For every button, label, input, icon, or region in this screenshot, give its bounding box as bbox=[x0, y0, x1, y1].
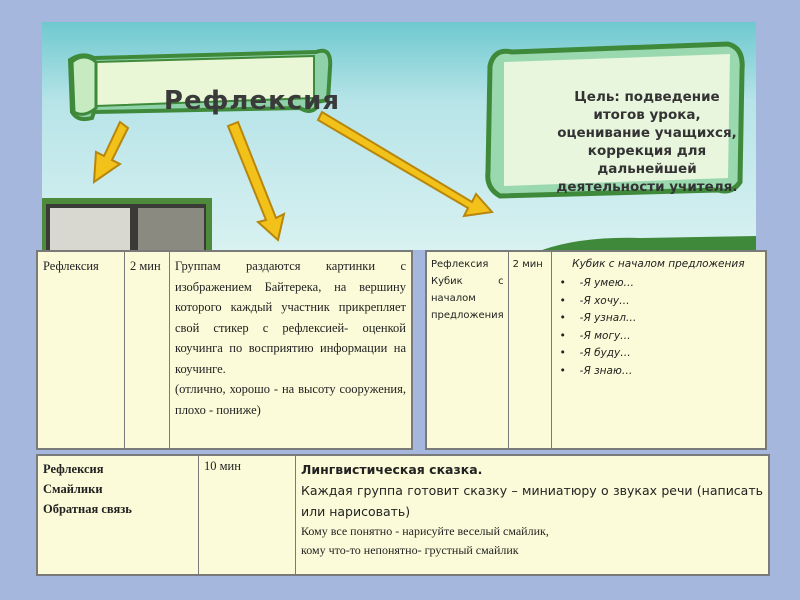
description-note: (отлично, хорошо - на высоту сооружения, плохо - пониже) bbox=[175, 382, 406, 417]
table-row bbox=[426, 251, 766, 449]
description-cell bbox=[170, 251, 413, 449]
list-item: • -Я узнал… bbox=[556, 310, 761, 328]
list-item: • -Я знаю… bbox=[556, 363, 761, 381]
activity-name-line: Смайлики bbox=[43, 482, 103, 496]
list-item: • -Я могу… bbox=[556, 328, 761, 346]
time-cell: 2 мин bbox=[508, 251, 551, 449]
smiley-instruction-2: кому что-то непонятно- грустный смайлик bbox=[301, 543, 519, 557]
description-cell bbox=[296, 455, 770, 575]
smiley-instruction-1: Кому все понятно - нарисуйте веселый смайлик, bbox=[301, 524, 549, 538]
time-cell: 10 мин bbox=[199, 455, 296, 575]
thumbnail-image bbox=[42, 198, 212, 250]
reflection-table-2 bbox=[425, 250, 767, 450]
fairy-tale-heading: Лингвистическая сказка. bbox=[301, 462, 483, 477]
activity-name-cell bbox=[37, 455, 199, 575]
activity-name-line: Обратная связь bbox=[43, 502, 132, 516]
banner-title: Рефлексия bbox=[163, 86, 341, 116]
list-item: • -Я умею… bbox=[556, 275, 761, 293]
green-shape bbox=[542, 236, 756, 250]
fairy-tale-text: Каждая группа готовит сказку – миниатюру о звуках речи (написать или нарисовать) bbox=[301, 483, 763, 519]
table-row bbox=[37, 251, 412, 449]
banner-image bbox=[42, 22, 756, 250]
description-cell bbox=[551, 251, 766, 449]
cube-heading: Кубик с началом предложения bbox=[572, 258, 745, 270]
reflection-table-3 bbox=[36, 454, 770, 576]
table-row bbox=[37, 455, 769, 575]
activity-name-cell: Рефлексия bbox=[37, 251, 125, 449]
reflection-table-1 bbox=[36, 250, 413, 450]
time-cell: 2 мин bbox=[125, 251, 170, 449]
phrase-list bbox=[556, 275, 761, 380]
goal-text: Цель: подведение итогов урока, оценивание учащихся, коррекция для дальнейшей деятельности учителя. bbox=[556, 89, 738, 195]
list-item: • -Я буду… bbox=[556, 345, 761, 363]
list-item: • -Я хочу… bbox=[556, 293, 761, 311]
description-text: Группам раздаются картинки с изображением Байтерека, на вершину которого каждый участник прикрепляет свой стикер с рефлексией- оценкой коучинга по восприятию информации на коучинге. bbox=[175, 259, 406, 376]
activity-name-cell: Рефлексия Кубик с началом предложения bbox=[426, 251, 508, 449]
activity-name-line: Рефлексия bbox=[43, 462, 104, 476]
